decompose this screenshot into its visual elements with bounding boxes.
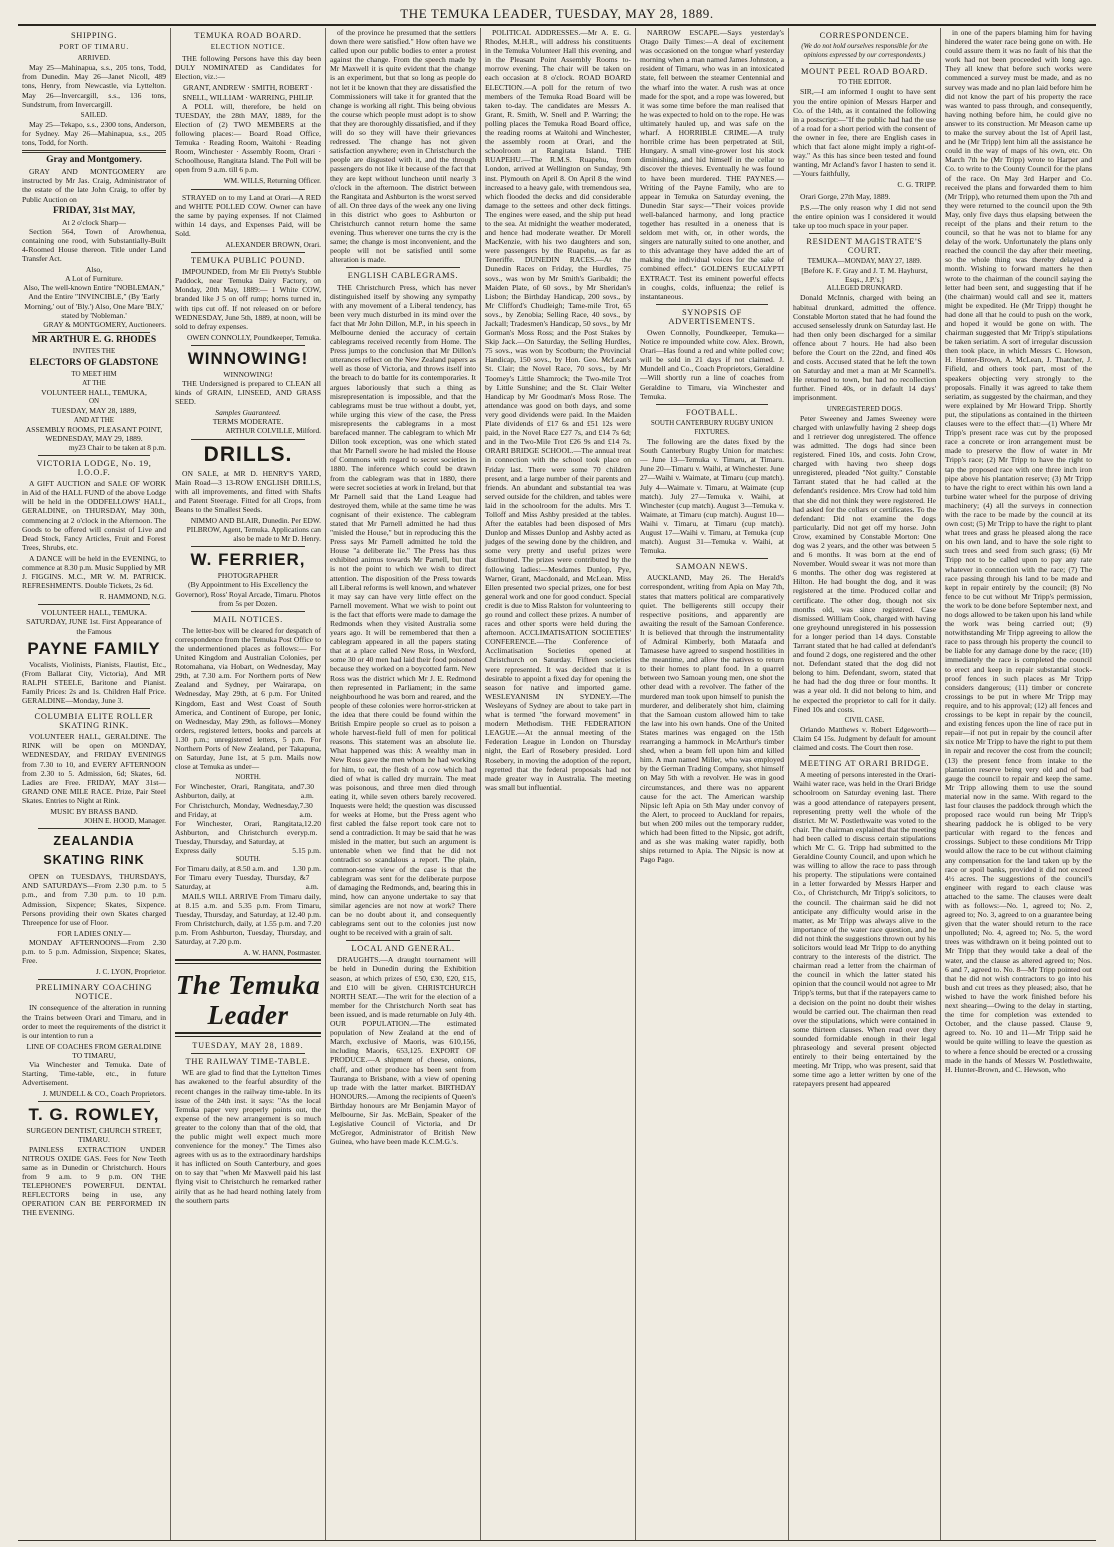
sailed-label: SAILED. (80, 110, 108, 119)
mail-arrive: MAILS WILL ARRIVE From Timaru daily, at 8.15 a.m. and 5.35 p.m. From Timaru, Tuesday, Thursday, and Saturday, at 12.40 p.m. From Christchurch, daily, at 1.55 p.m. and 7.20 p.m. From Ashburton, Tuesday, Thursday, and Saturday, at 7.20 p.m. (175, 891, 321, 946)
divider (191, 546, 305, 547)
court-text-3: Orlando Matthews v. Robert Edgeworth—Claim £4 15s. Judgment by default for amount claimed and costs. The Court then rose. (793, 724, 936, 753)
divider (346, 940, 460, 941)
winnowing-guarantee: Samples Guaranteed. (215, 408, 281, 418)
drills-text: ON SALE, at MR D. HENRY'S YARD, Main Road—3 13-ROW ENGLISH DRILLS, with all improvements, and fitted with Shafts and Patent Steerage. Fitted for all Crops, from Beans to the Smallest Seeds. (175, 468, 321, 514)
rhodes-chair: my23 Chair to be taken at 8 p.m. (68, 442, 166, 452)
coach-line: LINE OF COACHES FROM GERALDINE TO TIMARU, (26, 1041, 162, 1060)
football-text: The following are the dates fixed by the South Canterbury Rugby Union for matches:— June 13—Temuka v. Timaru, at Timaru. June 20—Timaru v. Waihi, at Winchester. June 27—Waihi v. Waimate, at Timaru (cup match). July 4—Waimate v. Timaru, at Waimate (cup match). July 27—Temuka v. Waihi, at Winchester (cup match). August 3—Temuka v. Waimate, at Timaru (cup match). August 10—Waihi v. Timaru, at Timaru (cup match). August 17—Waihi v. Timaru, at Temuka (cup match). August 31—Temuka v. Waihi, at Temuka. (640, 437, 784, 556)
rhodes-venue-1: VOLUNTEER HALL, TEMUKA, (41, 388, 147, 398)
divider (38, 455, 150, 456)
gray-date: FRIDAY, 31st MAY, (52, 205, 135, 216)
divider (38, 708, 150, 709)
rhodes-and: AND AT THE (73, 415, 115, 424)
court-text-1: Donald McInnis, charged with being an habitual drunkard, admitted the offence. Constable Morton stated that he had found the accused senselessly drunk on Saturday last. He had then only been discharged for a similar offence about 7 hours. He had also been before the Court on the 22nd, and fined 40s and costs. Accused stated that he left the town on Saturday and met a man at Mr Scannell's. He returned to town, but had no recollection further. Fined 40s, or in default 14 days' imprisonment. (793, 293, 936, 403)
mail-signature: A. W. HANN, Postmaster. (243, 948, 321, 958)
shipping-port: PORT OF TIMARU. (59, 43, 129, 52)
gray-text: GRAY AND MONTGOMERY are instructed by Mr Jas. Craig, Administrator of the estate of the late John Craig, to offer by Public Auction on (22, 167, 166, 204)
rhodes-on: ON (88, 397, 100, 406)
gray-also: Also, (85, 265, 103, 275)
divider (191, 1053, 305, 1054)
local-general-heading: LOCAL AND GENERAL. (351, 944, 455, 954)
lodge-dance: A DANCE will be held in the EVENING, to commence at 8.30 p.m. Music Supplied by MR J. FIGGINS. M.C., MR W. M. PATRICK. REFRESHMENTS. Double Tickets, 2s 6d. (22, 553, 166, 591)
road-board-text2: A POLL will, therefore, be held on TUESDAY, the 28th MAY, 1889, for the Election of (2) TWO MEMBERS at the following places:— Board Road Office, Temuka · Reading Room, Waitohi · Reading Room, Winchester · Assembly Room, Orari · Schoolhouse, Rangitata Island. The Poll will be open from 9 a.m. till 6 p.m. (175, 101, 321, 175)
gray-time: At 2 o'clock Sharp— (61, 217, 126, 227)
meeting-continued: in one of the papers blaming him for having hindered the water race being gone on with. He could assure them it was no fault of his that the work had not been proceeded with long ago. They all knew that before such works were commenced a survey must be made, and as no survey was made and no plan laid before him he did not know the part of his property the race was wanted to pass through, and consequently, having nothing before him, he could give no answer to its construction. Mr Meason came up to make the survey about the 1st of April last, and he (Mr Tripp) lent him all the assistance he could in the way of maps of his own, etc. On March 7th he (Mr Tripp) wrote to Harper and Co. to write to the County Council for the plans of the race. On May 3rd Harper and Co. received the plans and forwarded them to him (Mr Tripp), who returned them upon the 7th and they were returned to the council upon the 9th May, only five days thus elapsing between the receipt of the plans and their return to the council, so that he was not to blame for any delay of the work. Unfortunately the plans only reached the council the day after their meeting, so the whole thing was thereby delayed a month. Wishing to forward matters he then wrote to the chairman of the council saying the letter had been sent, and suggesting that if he (the chairman) would call and see it, matters might be expedited. He (Mr Tripp) thought he had done all that he could to push on the work, and hoped it would be gone on with. The chairman suggested that Mr Tripp's stipulations be taken seriatim. A sort of irregular discussion then took place, in which Messrs C. Howson, H. Hunter-Brown, A. McLean, J. Thatcher, J. Fifield, and others took part, most of the speakers objecting very strongly to the proposals. Finally it was agreed to take them seriatim, as suggested by the chairman, and they were explained by Mr Howard Tripp. Shortly put, the stipulations as contained in the thirteen clauses were to the effect that:—(1) Where Mr Tripp's present race was cut by the proposed race a concrete or iron arrangement must be made to preserve the flow of water in Mr Tripp's race; (2) Mr Tripp to have the right to tap the proposed race with one three inch iron pipe above his plantation reserve; (3) Mr Tripp to have the right to erect within his own land a turbine water wheel for the purpose of driving machinery; (4) all the surveys in connection with the race to be made by the council at its own cost; (5) Mr Tripp to have the right to plant what trees and grass he pleased along the race on his own land, and to have the sole right to such trees and seed from such grass; (6) Mr Tripp not to be called upon to pay any rate whatever in connection with the race; (7) The race passing through his land to be made and kept in repair entirely by the council; (8) No fence to be cut without Mr Tripp's permission, the work to be done before September next, and no dogs allowed to be taken upon his land while the work was being carried out; (9) notwithstanding Mr Tripp agreeing to allow the race to pass through his property the council to be liable for any damage done by the race; (10) immediately the race is completed the council to erect and keep in repair substantial stock-proof fences in such places as Mr Tripp considers dangerous; (11) timber or concrete crossings to be put in where Mr Tripp may require, and to his approval; (12) all fences and crossings to be kept in repair by the council, and existing fences upon the line of race put in repair—if not put in repair by the council after six notice Mr Tripp to have the right to put them in repair and recover the cost from the council; (13) the present fence from intake to the plantation reserve being very old and of bad gauge the council to repair and keep the same. Mr Tripp allowing them to use the sound material now in the same. With regard to the last four clauses the paddock through which the proposed race would run being Mr Tripp's shearing paddock he is obliged to be very particular with regard to the fences and crossings. Subject to these conditions Mr Tripp would allow the race to be cut without claiming any compensation for the land taken up by the race or spoil banks, provided it did not exceed 4½ acres. The suggestions of the council's engineer with regard to each clause was attached to the same. The clauses were dealt with as follows:—No. 1, agreed to; No. 2, agreed to; No. 3, agreed to on a guarantee being given that the water should return to the race unpolluted; No. 4, agreed to; No. 5, the word trees was withdrawn on it being pointed out to Mr Tripp that they would take a deal of the water, and the clause as altered agreed to; Nos. 6 and 7, agreed to. No. 8—Mr Tripp pointed out that he did not wish contractors to go into his bush and cut trees as they pleased; also, that he wished to have the work finished before his next shearing—Owing to the delay in starting, the time for completion was extended to October, and the clause passed. Clause 9, agreed to. No. 10 and 11—Mr Tripp said he would be quite willing to leave the question as to where a fence should be erected or a crossing made in the hands of Messrs W. Postlethwaite, H. Hunter-Brown, and C. Hewson, who (945, 28, 1092, 1074)
pound-heading: TEMUKA PUBLIC POUND. (190, 256, 306, 266)
ladies-text: MONDAY AFTERNOONS—From 2.30 p.m. to 5 p.m. Admission, Sixpence; Skates, Free. (22, 937, 166, 966)
drills-heading: DRILLS. (203, 442, 293, 466)
road-board-heading: TEMUKA ROAD BOARD. (194, 31, 302, 40)
samoan-heading: SAMOAN NEWS. (675, 562, 749, 572)
mount-peel-text: SIR,—I am informed I ought to have sent you the entire opinion of Messrs Harper and Co. of the 14th, as it contained the following in a postscript:—"If the public had had the use of a road for a short period with the consent of the owner in fee, there are English cases in which that fact alone might imply a right-of-way." As this has since been tested and found wanting, Mr Acland's favor I hasten to send it.—Yours faithfully, (793, 87, 936, 179)
ferrier-text: (By Appointment to His Excellency the Governor), Ross' Royal Arcade, Timaru. Photos from 5s per Dozen. (175, 580, 321, 608)
divider (191, 439, 305, 440)
court-date: TEMUKA—MONDAY, MAY 27, 1889. (807, 257, 922, 266)
newspaper-header-title: THE TEMUKA LEADER, TUESDAY, MAY 28, 1889. (400, 6, 714, 21)
divider (22, 150, 166, 153)
lodge-signature: R. HAMMOND, N.G. (99, 592, 166, 602)
pound-signature: OWEN CONNOLLY, Poundkeeper, Temuka. (186, 332, 321, 342)
arrived-label: ARRIVED. (77, 54, 111, 63)
gray-lot: A Lot of Furniture. (65, 274, 123, 284)
local-news-text: POLITICAL ADDRESSES.—Mr A. E. G. Rhodes, M.H.R., will address his constituents in the Temuka Volunteer Hall this evening, and in the Pleasant Point Assembly Rooms to-morrow evening. The chair will be taken on each occasion at 8 o'clock. ROAD BOARD ELECTION.—A poll for the return of two members of the Temuka Road Board will be taken to-day. The candidates are Messrs A. Grant, R. Smith, W. Snell and P. Warring; the polling places the Temuka Road Board office, the reading rooms at Waitohi and Winchester, the assembly room at Orari, and the schoolroom at Rangitata Island. THE RUAPEHU.—The R.M.S. Ruapehu, from London, arrived at Wellington on Sunday, 9th inst. Plymouth on April 8. On April 8 the wind increased to a heavy gale, with tremendous sea, which flooded the decks and did considerable damage to the settees and other deck fittings. The engines were eased, and the ship put head to the sea. At midnight the weather moderated, and hence had moderate weather. Dr Morell MacKenzie, with his two daughters and son, were passengers by the Ruapehu, as far as Teneriffe. DUNEDIN RACES.—At the Dunedin Races on Friday, the Hurdles, 75 sovs., was won by Mr Smith's Garibaldi; the Maiden Plate, of 60 sovs., by Mr Sheridan's Lisbon; the Birthday Handicap, 200 sovs., by Mr Clifford's Chudleigh; Tame-mile Trot, 65 sovs., by Zenobia; Selling Race, 40 sovs., by Jackall; Tradesmen's Handicap, 50 sovs., by Mr Gorman's Moss Ross; and the Post Stakes by Skip Jack.—On Saturday, the Selling Hurdles, 75 sovs., was won by Scotburn; the Provincial Handicap, 150 sovs., by Hon. Geo. McLean's St. Clair; the Novel Race, 70 sovs., by Mr Toomey's Little Shamrock; the Two-mile Trot by Little Sunshine; and the St. Clair Welter Handicap by Mr Goodman's Moss Rose. The attendance was good on both days, and some very good dividends were paid. In the Maiden Plate dividends of £17 6s and £51 12s were paid, in the Novel Race £27 7s, and £14 7s 6d; and in the Two-Mile Trot £26 9s and £14 7s. ORARI BRIDGE SCHOOL.—The annual treat in connection with the school took place on Friday last. There were some 70 children present, and a large number of their parents and friends. An abundant and substantial tea was served outside for the children, and tables were laid in the schoolroom for the adults. Mrs T. Tolloff and Miss Ashby presided at the tables. After the eatables had been disposed of Mrs Dunlop and Misses Dunlop and Ashby acted as judges of the sewing done by the children, and some very pretty and useful prizes were distributed. The prizes were contributed by the following ladies:—Mesdames Dunlop, Pye, Warner, Grant, Macdonald, and McLean. Miss Ellen presented two special prizes, one for best general work and one for good conduct. Special credit is due to Miss Ralston for volunteering to go round and collect these prizes. A number of races and other sports were held during the afternoon. ACCLIMATISATION SOCIETIES' CONFERENCE.—The Conference of Acclimatisation Societies opened at Christchurch on Saturday. Fifteen societies were represented. It was decided that it is desirable to appoint a fixed day for opening the season for native and imported game. WESLEYANISM IN SYDNEY.—The Wesleyans of Sydney are about to take part in what is termed "the forward movement" in modern Methodism. THE FEDERATION LEAGUE.—At the annual meeting of the Federation League in London on Thursday night, the Earl of Rosebery presided. Lord Rosebery, in moving the adoption of the report, regretted that the federal proposals had not made greater way in Australia. The meeting was small but influential. (485, 28, 631, 792)
divider (38, 332, 150, 333)
payne-intro: VOLUNTEER HALL, TEMUKA. SATURDAY, JUNE 1st. First Appearance of the Famous (26, 608, 162, 636)
rhodes-venue-2: ASSEMBLY ROOMS, PLEASANT POINT, (25, 424, 163, 434)
paper-date: TUESDAY, MAY 28, 1889. (192, 1041, 304, 1051)
divider (38, 1101, 150, 1102)
header-rule (18, 24, 1096, 26)
column-5 (635, 28, 788, 1540)
newspaper-columns (18, 28, 1096, 1540)
rink-text: VOLUNTEER HALL, GERALDINE. The RINK will be open on MONDAY, WEDNESDAY, and FRIDAY EVENINGS from 7.30 to 10, and EVERY AFTERNOON from 2.30 to 5. Admission, 6d; Skates, 6d. Ladies are Free. FRIDAY, MAY 31st—GRAND ONE MILE RACE. Prize, Pair Steel Skates. Entries to Night at Rink. (22, 732, 166, 805)
column-7 (940, 28, 1096, 1540)
column-4 (480, 28, 635, 1540)
samoan-text: AUCKLAND, May 26. The Herald's correspondent, writing from Apia on May 7th, states that matters political are comparatively quiet. The belligerents still occupy their respective positions, and apparently are awaiting the result of the Samoan Conference. It is believed that through the instrumentality of Admiral Kimberly, both Mataafa and Tamasese have agreed to suspend hostilities in the meantime, and allow the natives to return to their homes to plant food. In a quarrel between two Samoan young men, one shot the other dead with a revolver. The father of the murdered man took upon himself to punish the murderer, and deliberately shot him, claiming that the Samoan custom allowed him to take the law into his own hands. One of the United States marines was engaged on the 15th rearranging a hammock in McArthur's timber shed, when a beam fell upon him and killed him. A man named Miller, who was employed by the German Trading Company, shot himself on May 5th with a revolver. He was in good circumstances, and there was no apparent cause for the act. The American warship Nipsic left Apia on 5th May under convoy of the Alert, to proceed to Auckland for repairs, but when 200 miles out the temporary rudder, which had been fitted to the Nipsic, got adrift, and as she was making water rapidly, both ships returned to Apia. The Nipsic is now at Pago Pago. (640, 573, 784, 865)
mail-north: NORTH. (235, 773, 261, 782)
divider (38, 604, 150, 605)
cablegrams-heading: ENGLISH CABLEGRAMS. (347, 271, 459, 281)
divider (656, 304, 768, 305)
winnowing-sub: WINNOWING! (223, 369, 273, 379)
winnowing-heading: WINNOWING! (187, 348, 309, 368)
mail-time: 7 a.m. (305, 873, 319, 892)
football-sub: SOUTH CANTERBURY RUGBY UNION FIXTURES. (650, 418, 774, 436)
divider (809, 63, 920, 64)
divider (191, 611, 305, 612)
correspondence-heading: CORRESPONDENCE. (819, 31, 910, 40)
arrived-text: May 25—Mahinapua, s.s., 205 tons, Todd, from Dunedin. May 26—Janet Nicoll, 489 tons, Henry, from Newcastle, via Lyttelton. May 26—Invercargill, s.s., 136 tons, Sundstrum, from Invercargill. (22, 63, 166, 109)
mail-text: The letter-box will be cleared for despatch of correspondence from the Temuka Post Office to the undermentioned places as follows:— For United Kingdom and Australian Colonies, per Rotomahana, via Hobart, on Wednesday, May 29th, at 7.30 a.m. For Northern ports of New Zealand and Sydney, per Wairarapa, on Wednesday, May 29th, at 6 p.m. For United Kingdom, East and West Coast of South America, and Continent of Europe, per Ionic, on Wednesday, May 29th, as follows—Money orders, registered letters, books and parcels at 1.30 p.m.; unregistered letters, 5 p.m. For Northern Ports of New Zealand, per Takapuna, on Saturday, June 1st, at 5 p.m. Mails now close at Temuka as under— (175, 625, 321, 772)
mail-row (175, 801, 321, 819)
gray-text2: Section 564, Town of Arowhenua, containing one rood, with Substantially-Built 4-Roomed House thereon. Title under Land Transfer Act. (22, 226, 166, 264)
court-sub-3: CIVIL CASE. (844, 715, 885, 724)
rhodes-electors: ELECTORS OF GLADSTONE (29, 358, 159, 368)
footer-rule (18, 1540, 1096, 1541)
divider (809, 755, 920, 756)
mail-dest: For Winchester, Orari, Rangitata, and Ashburton, daily, at (175, 782, 301, 801)
title-rule (175, 959, 321, 964)
local-news-continued: NARROW ESCAPE.—Says yesterday's Otago Daily Times:—A deal of excitement was occasioned on the tongue wharf yesterday morning when a man named James Johnston, a resident of Timaru, who was in an intoxicated state, fell between the steamer Centennial and the wharf into the water. A rush was at once made for the spot, and a rope was lowered, but it was some time before the man realised that he was expected to hold on to the rope. He was ultimately hauled up, and was safe on the wharf. A HORRIBLE CRIME.—A truly horrible crime has been perpetrated at Stil, Hungary. A small vine-grower lost his stock diminishing, and hid himself in the cellar to discover the thieves. Eventually he was found to have been murdered. THE PAYNES.—Writing of the Payne Family, who are to appear in Temuka on Saturday evening, the Dunedin Star says:—"Their voices provide well-balanced harmony, and long practice together has resulted in a oneness that is seldom met with, or, in other words, the singers are naturally suited to one another, and to this advantage they have added the art of making the individual voices for the sake of combined effect." GOLDEN'S EUCALYPTI EXTRACT. Test its eminent powerful effects in coughs, colds, influenza; the relief is instantaneous. (640, 28, 784, 301)
cablegrams-text: THE Christchurch Press, which has never distinguished itself by showing any sympathy with any movement of a Liberal tendency, has been very much disturbed in its mind over the fact that Mr John Dillon, M.P., in his speech in Melbourne denied the accuracy of certain cablegrams received recently from Home. The Press jumps to the conclusion that Mr Dillon's utterances reflect on the New Zealand papers as well as those of Victoria, and throws itself into the breach to do battle for its contemporaries. It argues laboriously that such a thing as misrepresentation is impossible, and that the cablegrams must be true without a doubt, yet, while urging this view of the case, the Press misrepresents the cablegrams in a most barefaced manner. The cablegram to which Mr Dillon took exception, was one which stated that Mr Parnell swore he had misled the House of Commons with regard to secret societies in 1880. The inference which could be drawn from the cablegram was that in 1880, there were secret societies at work in Ireland, but that Mr Parnell said that the Land League had destroyed them, while at the same time he was cognisant of their existence. The cablegram stated that Mr Parnell admitted he had thus "misled the House," but in reproducing this the Press says Mr Parnell admitted he told the House "a deliberate lie." The Press has thus exhibited animus towards Mr Parnell, but that is not the point to which we wish to direct attention. The disposition of the Press towards all Liberal reforms is well known, and whatever it may say can have very little effect on the Parnell movement. What we wish to point out is the fact that efforts were made to damage the Redmonds when they visited Australia some years ago. It will be remembered that then a cablegram appeared in all the papers stating that at a place called New Ross, in Wexford, some 30 or 40 men had laid their food poisoned because they worked on a boycotted farm. New Ross was the district which Mr J. E. Redmond then represented in Parliament; in the same neighbourhood he was born and reared, and the people of these colonies were horror-stricken at the idea that there could be found within the British Empire people so cruel as to poison a whole harvest-field full of men for political reasons. This statement was an absolute lie. What happened was this: A wealthy man in New Ross gave the men whom he had working for him, to eat, the flesh of a cow which had died of what is called dry murrain. The meat was poisonous, and three men died through eating it, while seven others barely recovered. Inquests were held; the question was discussed for weeks at Home, but the Press agent who first cabled the false report took care not to send a contradiction. It may be said that he was misled in the matter, but such an argument is untenable when we find that he did not contradict so scandalous a report. The plain, common-sense view of the case is that the cablegram was sent for the deliberate purpose of damaging the Redmonds, and, bearing this in mind, how can anyone undertake to say that similar agencies are not now at work? There can be no doubt about it, and consequently cablegrams sent out to the colonies just now ought to be received with a grain of salt. (330, 282, 476, 938)
mount-peel-date: Orari Gorge, 27th May, 1889. (800, 191, 891, 201)
rhodes-meet: TO MEET HIM (71, 370, 117, 379)
road-board-signature: WM. WILLS, Returning Officer. (223, 176, 321, 186)
zealandia-text: OPEN on TUESDAYS, THURSDAYS, AND SATURDAYS—From 2.30 p.m. to 5 p.m., and from 7.30 p.m. to 10 p.m. Admission, Sixpence; Skates, Sixpence. Persons providing their own Skates charged Threepence for use of Floor. (22, 872, 166, 927)
stray-signature: ALEXANDER BROWN, Orari. (225, 239, 321, 249)
rink-music: MUSIC BY BRASS BAND. (50, 807, 138, 817)
rhodes-invites: INVITES THE (72, 346, 116, 355)
court-heading: RESIDENT MAGISTRATE'S COURT. (806, 236, 923, 255)
divider (346, 267, 460, 268)
sailed-text: May 25—Tekapo, s.s., 2300 tons, Anderson, for Sydney. May 26—Mahinapua, s.s., 205 tons, Todd, for North. (22, 119, 166, 148)
lodge-heading: VICTORIA LODGE, No. 19, I.O.O.F. (36, 458, 152, 478)
mail-dest: Express daily (175, 846, 217, 856)
mail-row (175, 819, 321, 846)
mail-time: 1.30 p.m. (292, 864, 321, 874)
local-general-text: DRAUGHTS.—A draught tournament will be held in Dunedin during the Exhibition season, at which prizes of £50, £30, £20, £15, and £10 will be given. CHRISTCHURCH NORTH SEAT.—The writ for the election of a member for the Christchurch North seat has been issued, and is made returnable on July 4th. OUR POPULATION.—The estimated population of New Zealand at the end of March, exclusive of Maoris, was 610,156, including Maoris, 653,125. EXPORT OF PRODUCE.—A shipment of cheese, onions, chaff, and other produce has been sent from Tauranga to Brisbane, with a view of opening up trade with the latter market. BIRTHDAY HONOURS.—Among the recipients of Queen's Birthday honours are Mr Benjamin Mayor of Melbourne, Sir Jas. McBain, Speaker of the Legislative Council of Victoria, and Dr McGregor, Administrator of British New Guinea, who have been made K.C.M.G.'s. (330, 955, 476, 1147)
paper-title: The Temuka Leader (175, 970, 321, 1031)
ladies-signature: J. C. LYON, Proprietor. (95, 967, 166, 977)
column-6 (788, 28, 940, 1540)
mail-time: 12.20 p.m. (303, 818, 321, 837)
mail-dest: For Winchester, Orari, Rangitata, Ashburton, and Christchurch every Tuesday, Thursday, and Saturday, at (175, 818, 304, 846)
mail-time: 7.30 a.m. (300, 782, 314, 801)
court-sub-1: ALLEGED DRUNKARD. (826, 284, 903, 293)
railway-text: WE are glad to find that the Lyttelton Times has awakened to the fearful absurdity of the recent changes in the railway time-table. In its issue of the 24th inst. it says: "As the local Temuka paper very properly points out, the expense of the new arrangement is so much greater to the colony than that of the old, that the public might well expect much more convenience for the money." The Times also agrees with us as to the extraordinary hardships it has inflicted on South Canterbury, and goes on to say that "when Mr Maxwell paid his last flying visit to Christchurch he remarked rather airily that as he had heard nothing lately from the southern parts (175, 1068, 321, 1205)
rhodes-at: AT THE (82, 379, 106, 388)
coach-heading: PRELIMINARY COACHING NOTICE. (35, 983, 153, 1002)
mount-peel-heading: MOUNT PEEL ROAD BOARD. (800, 67, 929, 77)
column-2 (170, 28, 325, 1540)
mail-heading: MAIL NOTICES. (213, 614, 283, 624)
synopsis-text: Owen Connolly, Poundkeeper, Temuka—Notice re impounded white cow. Alex. Brown, Orari—Has found a red and white polled cow; will be sold in 21 days if not claimed. J. Mundell and Co., Coach Proprietors, Geraldine—Will shortly run a line of coaches from Geraldine to Timaru, via Winchester and Temuka. (640, 328, 784, 401)
gray-heading: Gray and Montgomery. (46, 155, 142, 166)
rink-heading: COLUMBIA ELITE ROLLER SKATING RINK. (34, 712, 154, 731)
mail-time: 7.30 a.m. (299, 800, 313, 819)
winnowing-text: THE Undersigned is prepared to CLEAN all kinds of GRAIN, LINSEED, AND GRASS SEED. (175, 379, 321, 407)
gray-signature: GRAY & MONTGOMERY, Auctioneers. (43, 319, 166, 329)
divider (191, 189, 305, 190)
rhodes-heading: MR ARTHUR E. G. RHODES (31, 334, 157, 345)
rhodes-date-2: WEDNESDAY, MAY 29, 1889. (45, 433, 143, 443)
road-board-sub: ELECTION NOTICE. (210, 43, 286, 52)
column-3 (325, 28, 480, 1540)
mail-time: 5.15 p.m. (292, 846, 321, 856)
payne-text: Vocalists, Violinists, Pianists, Flautist, Etc., (From Ballarat City, Victoria), And MR RALPH STEELE, Baritone and Pianist. Family Prices: 2s and 1s. Children Half Price. GERALDINE—Monday, June 3. (22, 659, 166, 705)
divider (191, 345, 305, 346)
lodge-text: A GIFT AUCTION and SALE OF WORK in Aid of the HALL FUND of the above Lodge will be held in the ODDFELLOWS' HALL, GERALDINE, on THURSDAY, May 30th, commencing at 2 o'clock in the Afternoon. The Goods to be offered will consist of Live and Dead Stock, Fancy Articles, Fruit and Forest Trees, Shrubs, etc. (22, 479, 166, 552)
railway-heading: THE RAILWAY TIME-TABLE. (185, 1057, 311, 1067)
road-board-text: THE following Persons have this day been DULY NOMINATED as Candidates for Election, viz.:— (175, 54, 321, 82)
mail-row (175, 873, 321, 891)
railway-continued: of the province he presumed that the settlers down there were satisfied." How often have we called upon our public bodies to enter a protest against the change. From the speech made by Mr Maxwell it is quite evident that the change is an experiment, but that so long as people do not let it be known that they are dissatisfied the Commissioners will take it for granted that the change is working all right. This being obvious the course which people must adopt is to show that they are thoroughly dissatisfied, and if they will do so they will have their grievances redressed. The change has not given satisfaction anywhere; even in Christchurch the people are disgusted with it, and the through passengers do not like it because of the fact that they are kept without luncheon until nearly 3 o'clock in the afternoon. The district between the Rangitata and Ashburton is the worst served of all. On three days of the week any one living in this district who goes to Ashburton or Christchurch cannot return home the same evening. Thus wherever one turns the cry is the same; the change is most inconvenient, and the people will not be satisfied until some alteration is made. (330, 28, 476, 265)
divider (191, 252, 305, 253)
football-heading: FOOTBALL. (685, 407, 739, 417)
mail-row (175, 782, 321, 800)
coach-signature: J. MUNDELL & CO., Coach Proprietors. (42, 1089, 166, 1099)
divider (809, 233, 920, 234)
payne-heading: PAYNE FAMILY (27, 638, 161, 658)
rhodes-date-1: TUESDAY, MAY 28, 1889, (51, 406, 137, 416)
rowley-sub: SURGEON DENTIST, CHURCH STREET, TIMARU. (26, 1126, 162, 1145)
ferrier-sub: PHOTOGRAPHER (217, 571, 279, 581)
pound-text: IMPOUNDED, from Mr Eli Pretty's Stubble Paddock, near Temuka Dairy Factory, on Monday, 20th May, 1889:— 1 White COW, branded like J 5 on off rump; horns turned in, with tips cut off. If not released on or before WEDNESDAY, June 5th, 1889, at noon, will be sold to defray expenses. (175, 267, 321, 331)
rowley-heading: T. G. ROWLEY, (28, 1105, 160, 1125)
shipping-heading: SHIPPING. (70, 31, 118, 40)
ferrier-heading: W. FERRIER, (190, 550, 306, 570)
synopsis-heading: SYNOPSIS OF ADVERTISEMENTS. (668, 307, 756, 326)
divider (38, 979, 150, 980)
mail-south: SOUTH. (235, 855, 261, 864)
coach-text: IN consequence of the alteration in running the Trains between Orari and Timaru, and in order to meet the requirements of the district it is our intention to run a (22, 1003, 166, 1040)
correspondence-note: (We do not hold ourselves responsible for the opinions expressed by our correspondents.) (801, 42, 928, 60)
divider (656, 404, 768, 405)
mount-peel-to: TO THE EDITOR. (837, 78, 892, 87)
title-rule (175, 1032, 321, 1037)
masthead (22, 6, 1092, 26)
road-board-names: GRANT, ANDREW · SMITH, ROBERT · SNELL, WILLIAM · WARRING, PHILIP. (182, 83, 314, 102)
court-before: [Before K. F. Gray and J. T. M. Hayhurst, Esqs., J.P.'s.] (801, 266, 928, 285)
divider (656, 558, 768, 559)
mount-peel-signature: C. G. TRIPP. (897, 180, 936, 190)
mail-row (175, 864, 321, 873)
court-text-2: Peter Sweeney and James Sweeney were charged with unlawfully having 2 sheep dogs and 1 retriever dog unregistered. The offence was admitted. The dogs had since been registered. Fined 10s, and costs. John Crow, charged with having two sheep dogs unregistered, pleaded "Not guilty." Constable Tarrant stated that he had called at the defendant's residence. Mrs Crow had told him that she did not think they were registered. He had asked for the collars or certificates. To the defendant: Did not examine the dogs particularly. Did not get off my horse. John Crow, examined by Constable Morton: One dog was 2 years, and the other was between 5 and 6 months. It was born at the end of November. Would swear it was not more than 6 months. The other dog was registered at Hilton. He had bought the dog, and it was registered at the time. Produced collar and certificate. The other dog, though not six months old, was since registered. Case dismissed. William Cook, charged with having one greyhound unregistered in his possession for a longer period than 14 days. Constable Tarrant stated that he had called at defendant's and found 2 dogs, one registered and the other not. Defendant stated that the dog did not belong to him. Defendant, sworn, stated that he had had the dog three or four months. It was a year old. It did not belong to him, and he expected the proprietor to call for it daily. Fined 10s and costs. (793, 413, 936, 714)
court-sub-2: UNREGISTERED DOGS. (826, 404, 903, 413)
zealandia-heading: ZEALANDIA SKATING RINK (43, 834, 145, 868)
rowley-text: PAINLESS EXTRACTION UNDER NITROUS OXIDE GAS. Fees for New Teeth same as in Dunedin or Christchurch. Hours from 9 a.m. to 9 p.m. ON THE TELEPHONE'S POWERFUL DENTAL REFLECTORS being in use, any OPERATION CAN BE PERFORMED IN THE EVENING. (22, 1144, 166, 1218)
gray-horses: Also, The well-known Entire "NOBLEMAN," And the Entire "INVINCIBLE," (By 'Early Morning,' out of 'Bly.') Also, One Mare 'BLY,' stated by 'Nobleman.' (23, 283, 165, 320)
mail-dest: For Timaru daily, at 8.50 a.m. and (175, 864, 279, 874)
drills-signature: NIMMO AND BLAIR, Dunedin. Per EDW. PILBROW, Agent, Temuka. Applications can also be made to Mr D. Henry. (186, 516, 321, 544)
ladies-heading: FOR LADIES ONLY— (57, 928, 131, 938)
meeting-heading: MEETING AT ORARI BRIDGE. (799, 759, 930, 769)
rink-signature: JOHN E. HOOD, Manager. (84, 816, 166, 826)
mail-dest: For Timaru every Tuesday, Thursday, & Saturday, at (175, 873, 306, 892)
meeting-text: A meeting of persons interested in the Orari-Waihi water race, was held in the Orari Bridge schoolroom on Saturday evening last. There was a good attendance of ratepayers present, representing pretty well the whole of the district. Mr W. Postlethwaite was voted to the chair. The chairman explained that the meeting had been called to discuss certain stipulations which Mr C. G. Tripp had submitted to the Geraldine County Council, and upon which he was willing to allow the race to pass through his property. The stipulations were contained in a letter forwarded by Messrs Harper and Co., of Christchurch, Mr Tripp's solicitors, to the council. The chairman said he did not anticipate any difficulty would arise in the matter, as Mr Tripp was always alive to the importance of the water race question, and he did not think the suggestions thrown out by his solicitors would lead Mr Tripp to do anything contrary to the interests of the district. The chairman read a letter from the chairman of the council in which the latter stated his opinion that the council would not agree to Mr Tripp's terms, but that if the ratepayers came to a decision on the point no doubt their wishes would be carried out. The chairman then read over the stipulations, which were contained in some thirteen clauses. When read over they sounded formidable enough in their legal phraseology and several present objected entirely to their being entertained by the meeting. Mr Tripp, who was present, said that some time ago a letter written by one of the ratepayers present had appeared (793, 770, 937, 1089)
mount-peel-ps: P.S.—The only reason why I did not send the entire opinion was I considered it would take up too much space in your paper. (793, 202, 936, 230)
coach-text2: Via Winchester and Temuka. Date of Starting, Time-table, etc., in future Advertisement. (22, 1060, 166, 1088)
mail-dest: For Christchurch, Monday, Wednesday, and Friday, at (175, 800, 300, 819)
stray-text: STRAYED on to my Land at Orari—A RED and WHITE POLLED COW. Owner can have the same by paying expenses. If not Claimed within 14 days, and Expenses Paid, will be Sold. (175, 192, 321, 238)
divider (38, 828, 150, 829)
mail-row (175, 846, 321, 855)
column-1 (18, 28, 170, 1540)
winnowing-terms: TERMS MODERATE. (212, 417, 284, 427)
winnowing-signature: ARTHUR COLVILLE, Milford. (225, 426, 321, 436)
